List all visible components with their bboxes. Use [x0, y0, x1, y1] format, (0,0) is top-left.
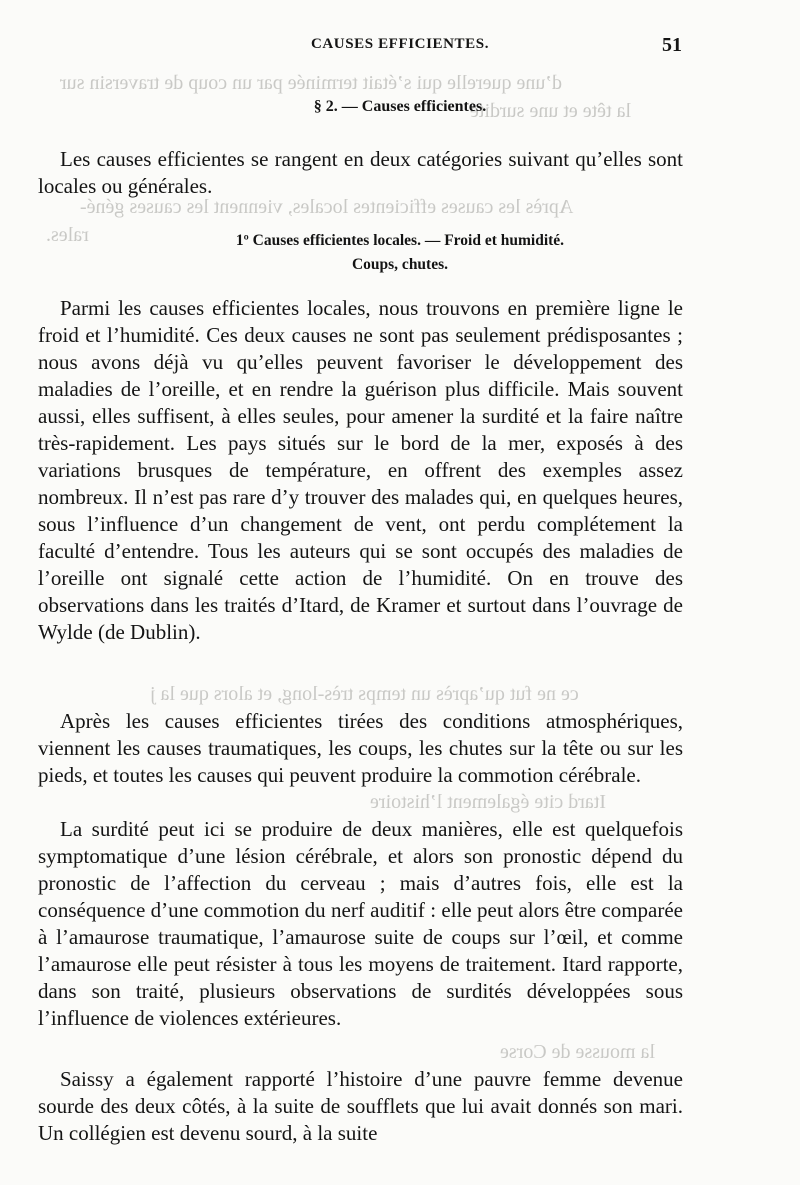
show-through-text: Itard cite également l’histoire — [370, 791, 607, 813]
running-title: CAUSES EFFICIENTES. — [310, 36, 490, 52]
show-through-text: rales. — [46, 224, 89, 246]
show-through-text: la tête et une surdité — [470, 100, 632, 122]
show-through-text: ce ne fut qu’après un temps très-long, et alors que la j — [150, 683, 579, 705]
subsection-heading — [0, 229, 800, 277]
show-through-text: d’une querelle qui s’était terminée par un coup de traversin sur — [60, 72, 563, 94]
running-head — [0, 36, 800, 60]
subsection-heading-line: Coups, chutes. — [351, 256, 449, 273]
paragraph: Les causes efficientes se rangent en deux catégories suivant qu’elles sont locales ou générales. — [38, 147, 683, 198]
paragraph: Parmi les causes efficientes locales, nous trouvons en première ligne le froid et l’humidité. Ces deux causes ne sont pas seulement prédisposantes ; nous avons déjà vu qu’elles peuvent favoriser le développement des maladies de l’oreille, et en rendre la guérison plus difficile. Mais souvent aussi, elles suffisent, à elles seules, pour amener la surdité et la faire naître très-rapidement. Les pays situés sur le bord de la mer, exposés à des variations brusques de température, en offrent des exemples assez nombreux. Il n’est pas rare d’y trouver des malades qui, en quelques heures, sous l’influence d’un changement de vent, ont perdu complétement la faculté d’entendre. Tous les auteurs qui se sont occupés des maladies de l’oreille ont signalé cette action de l’humidité. On en trouve des observations dans les traités d’Itard, de Kramer et surtout dans l’ouvrage de Wylde (de Dublin). — [38, 296, 683, 644]
subsection-heading-line: 1º Causes efficientes locales. — Froid et humidité. — [235, 232, 565, 249]
paragraph: La surdité peut ici se produire de deux manières, elle est quelquefois symptomatique d’une lésion cérébrale, et alors son pronostic dépend du pronostic de l’affection du cerveau ; mais d’autres fois, elle est la conséquence d’une commotion du nerf auditif : elle peut alors être comparée à l’amaurose traumatique, l’amaurose suite de coups sur l’œil, et comme l’amaurose elle peut résister à tous les moyens de traitement. Itard rapporte, dans son traité, plusieurs observations de surdités développées sous l’influence de violences extérieures. — [38, 817, 683, 1030]
show-through-text: la mousse de Corse — [500, 1041, 655, 1063]
section-heading: § 2. — Causes efficientes. — [313, 98, 487, 115]
paragraph: Après les causes efficientes tirées des conditions atmosphériques, viennent les causes traumatiques, les coups, les chutes sur la tête ou sur les pieds, et toutes les causes qui peuvent produire la commotion cérébrale. — [38, 709, 683, 787]
page-number: 51 — [662, 34, 682, 56]
show-through-text: Après les causes efficientes locales, viennent les causes géné- — [80, 196, 574, 218]
paragraph: Saissy a également rapporté l’histoire d’une pauvre femme devenue sourde des deux côtés, à la suite de soufflets que lui avait donnés son mari. Un collégien est devenu sourd, à la suite — [38, 1067, 683, 1145]
